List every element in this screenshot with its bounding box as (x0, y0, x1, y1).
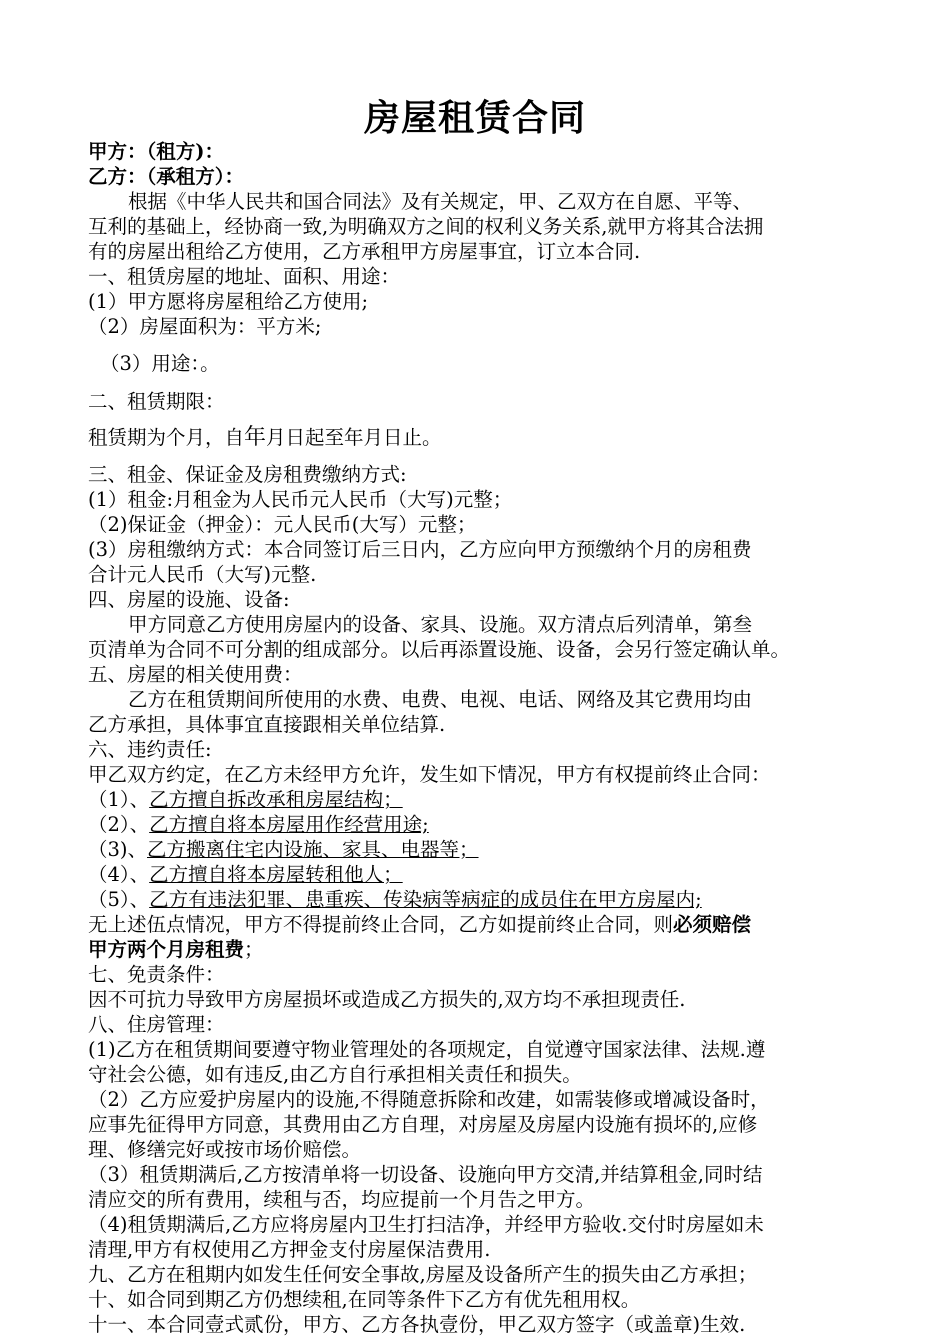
breach-prefix: （1）、 (88, 788, 150, 811)
clause-line: 合计元人民币（大写)元整. (88, 563, 317, 586)
section-heading: 八、住房管理： (88, 1013, 225, 1036)
breach-item (88, 788, 403, 812)
section-heading: 九、乙方在租期内如发生任何安全事故,房屋及设备所产生的损失由乙方承担； (88, 1263, 758, 1286)
preamble-line: 互利的基础上，经协商一致,为明确双方之间的权利义务关系,就甲方将其合法拥 (88, 215, 764, 238)
clause-line: 乙方在租赁期间所使用的水费、电费、电视、电话、网络及其它费用均由 (128, 688, 753, 711)
clause-line: 应事先征得甲方同意，其费用由乙方自理，对房屋及房屋内设施有损坏的,应修 (88, 1113, 758, 1136)
clause-line: (1)乙方在租赁期间要遵守物业管理处的各项规定，自觉遵守国家法律、法规.遵 (88, 1038, 766, 1061)
preamble-line: 根据《中华人民共和国合同法》及有关规定，甲、乙双方在自愿、平等、 (128, 190, 753, 213)
clause-line: （3）用途：。 (100, 352, 220, 375)
breach-text: 乙方擅自将本房屋转租他人； (149, 863, 403, 886)
clause-line: (1）租金:月租金为人民币元人民币（大写)元整； (88, 488, 513, 511)
section-heading: 一、租赁房屋的地址、面积、用途： (88, 265, 401, 288)
breach-item (88, 863, 403, 887)
section-heading: 六、违约责任: (88, 738, 212, 761)
breach-text: 乙方擅自将本房屋用作经营用途; (149, 813, 429, 836)
breach-text: 乙方擅自拆改承租房屋结构； (149, 788, 403, 811)
clause-line: 乙方承担，具体事宜直接跟相关单位结算. (88, 713, 446, 736)
clause-line: (3）房租缴纳方式：本合同签订后三日内，乙方应向甲方预缴纳个月的房租费 (88, 538, 752, 561)
term-text: 月日起至年月日止。 (266, 426, 442, 449)
clause-line: 因不可抗力导致甲方房屋损坏或造成乙方损失的,双方均不承担现责任. (88, 988, 686, 1011)
breach-text: 乙方有违法犯罪、患重疾、传染病等病症的成员住在甲方房屋内; (149, 888, 702, 911)
breach-item (88, 888, 702, 912)
clause-line: 甲乙双方约定，在乙方未经甲方允许，发生如下情况，甲方有权提前终止合同： (88, 763, 771, 786)
penalty-line (88, 913, 751, 937)
section-heading: 五、房屋的相关使用费： (88, 663, 303, 686)
section-heading: 二、租赁期限： (88, 390, 225, 413)
clause-line: 理、修缮完好或按市场价赔偿。 (88, 1138, 362, 1161)
page-title: 房屋租赁合同 (363, 98, 586, 139)
clause-line: （2）房屋面积为：平方米; (88, 315, 322, 338)
party-b-line: 乙方：（承租方）： (88, 165, 245, 188)
penalty-text: 无上述伍点情况，甲方不得提前终止合同，乙方如提前终止合同，则 (88, 913, 674, 936)
term-line (88, 426, 442, 450)
breach-prefix: （2）、 (88, 813, 150, 836)
penalty-bold: 甲方两个月房租费 (88, 938, 245, 961)
section-heading: 十、如合同到期乙方仍想续租,在同等条件下乙方有优先租用权。 (88, 1288, 641, 1311)
penalty-line (88, 938, 264, 962)
clause-line: 守社会公德，如有违反,由乙方自行承担相关责任和损失。 (88, 1063, 582, 1086)
breach-item (88, 813, 429, 837)
clause-line: （2）乙方应爱护房屋内的设施,不得随意拆除和改建，如需装修或增减设备时， (88, 1088, 770, 1111)
section-heading: 四、房屋的设施、设备: (88, 588, 290, 611)
breach-text: 乙方搬离住宅内设施、家具、电器等； (147, 838, 479, 861)
party-a-line: 甲方：（租方)： (88, 140, 224, 163)
breach-prefix: （3)、 (88, 838, 148, 861)
penalty-text: ； (244, 938, 264, 961)
breach-item (88, 838, 479, 862)
section-heading: 十一、本合同壹式贰份，甲方、乙方各执壹份，甲乙双方签字（或盖章)生效. (88, 1313, 746, 1336)
clause-line: 清理,甲方有权使用乙方押金支付房屋保洁费用. (88, 1238, 491, 1261)
penalty-bold: 必须赔偿 (673, 913, 752, 936)
section-heading: 三、租金、保证金及房租费缴纳方式: (88, 463, 407, 486)
clause-line: (1）甲方愿将房屋租给乙方使用; (88, 290, 369, 313)
term-year: 年 (244, 425, 267, 450)
clause-line: （2)保证金（押金）：元人民币(大写）元整； (88, 513, 477, 536)
breach-prefix: （4）、 (88, 863, 150, 886)
breach-prefix: （5）、 (88, 888, 150, 911)
clause-line: 甲方同意乙方使用房屋内的设备、家具、设施。双方清点后列清单，第叁 (128, 613, 753, 636)
clause-line: （4)租赁期满后,乙方应将房屋内卫生打扫洁净，并经甲方验收.交付时房屋如未 (88, 1213, 764, 1236)
clause-line: 页清单为合同不可分割的组成部分。以后再添置设施、设备，会另行签定确认单。 (88, 638, 791, 661)
term-text: 租赁期为个月，自 (88, 426, 245, 449)
clause-line: （3）租赁期满后,乙方按清单将一切设备、设施向甲方交清,并结算租金,同时结 (88, 1163, 763, 1186)
section-heading: 七、免责条件： (88, 963, 225, 986)
clause-line: 清应交的所有费用，续租与否，均应提前一个月告之甲方。 (88, 1188, 596, 1211)
preamble-line: 有的房屋出租给乙方使用，乙方承租甲方房屋事宜，订立本合同. (88, 240, 641, 263)
